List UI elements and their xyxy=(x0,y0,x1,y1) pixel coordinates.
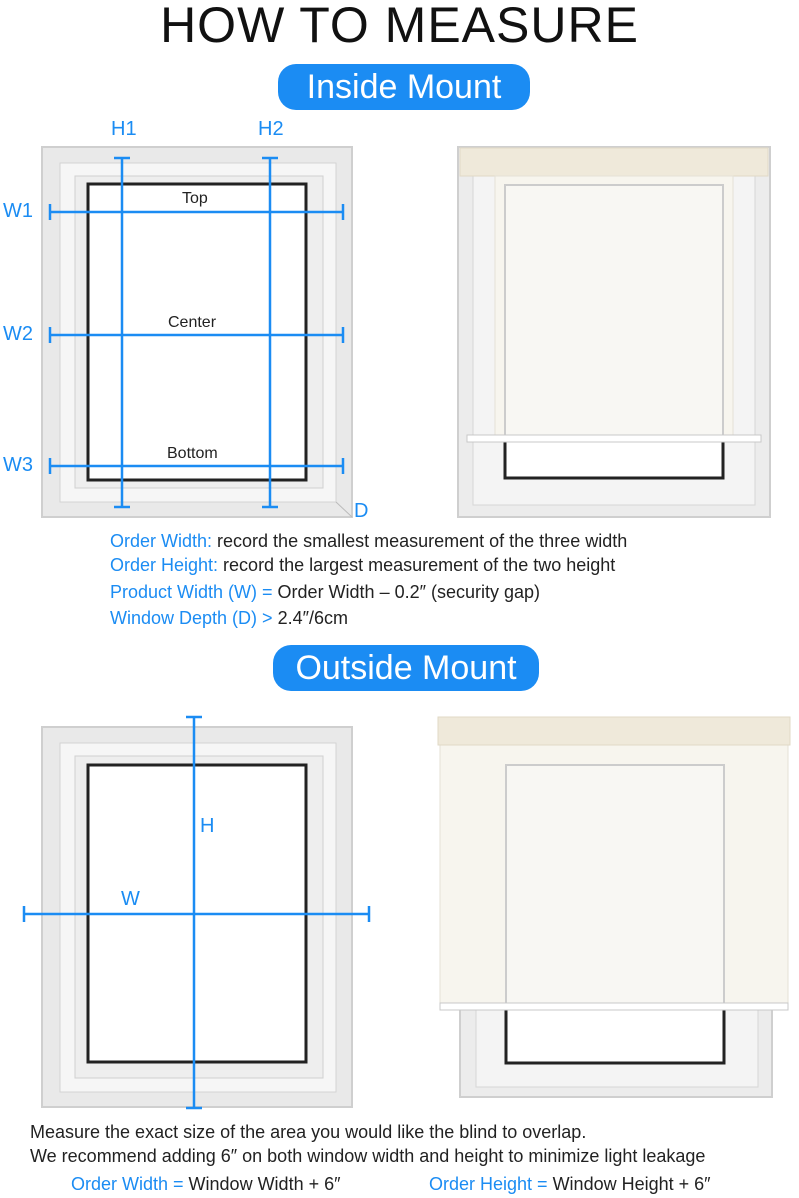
outside-mount-blind-illustration xyxy=(436,715,796,1105)
note-text: 2.4″/6cm xyxy=(272,608,348,628)
inside-mount-blind-illustration xyxy=(455,145,775,525)
note-text: record the smallest measurement of the three width xyxy=(212,531,628,551)
formula-order-height xyxy=(429,1174,711,1195)
h1-label: H1 xyxy=(111,118,137,140)
note-order-height xyxy=(110,555,615,576)
h2-label: H2 xyxy=(258,118,284,140)
height-label: H xyxy=(200,815,215,837)
depth-label: D xyxy=(354,500,369,522)
bottom-label: Bottom xyxy=(167,445,218,462)
note-key: Product Width (W) = xyxy=(110,582,273,602)
outside-mount-measure-diagram xyxy=(0,710,400,1120)
formula-order-width xyxy=(71,1174,340,1195)
note-key: Window Depth (D) > xyxy=(110,608,273,628)
note-text: Order Width – 0.2″ (security gap) xyxy=(272,582,541,602)
w2-label: W2 xyxy=(3,323,33,345)
note-key: Order Width: xyxy=(110,531,213,551)
outside-note-2: We recommend adding 6″ on both window width and height to minimize light leakage xyxy=(30,1146,706,1166)
top-label: Top xyxy=(182,190,208,207)
formula-key: Order Width = xyxy=(71,1174,184,1194)
w3-label: W3 xyxy=(3,454,33,476)
inside-mount-badge: Inside Mount xyxy=(278,64,530,110)
center-label: Center xyxy=(168,314,217,331)
width-label: W xyxy=(121,888,140,910)
outside-note-1: Measure the exact size of the area you would like the blind to overlap. xyxy=(30,1122,587,1142)
formula-text: Window Width + 6″ xyxy=(183,1174,341,1194)
note-product-width xyxy=(110,582,540,603)
formula-key: Order Height = xyxy=(429,1174,548,1194)
formula-text: Window Height + 6″ xyxy=(547,1174,711,1194)
note-key: Order Height: xyxy=(110,555,219,575)
note-order-width xyxy=(110,531,627,552)
outside-mount-badge: Outside Mount xyxy=(273,645,539,691)
w1-label: W1 xyxy=(3,200,33,222)
note-text: record the largest measurement of the two height xyxy=(218,555,616,575)
page-title: HOW TO MEASURE xyxy=(160,0,639,53)
note-window-depth xyxy=(110,608,348,629)
